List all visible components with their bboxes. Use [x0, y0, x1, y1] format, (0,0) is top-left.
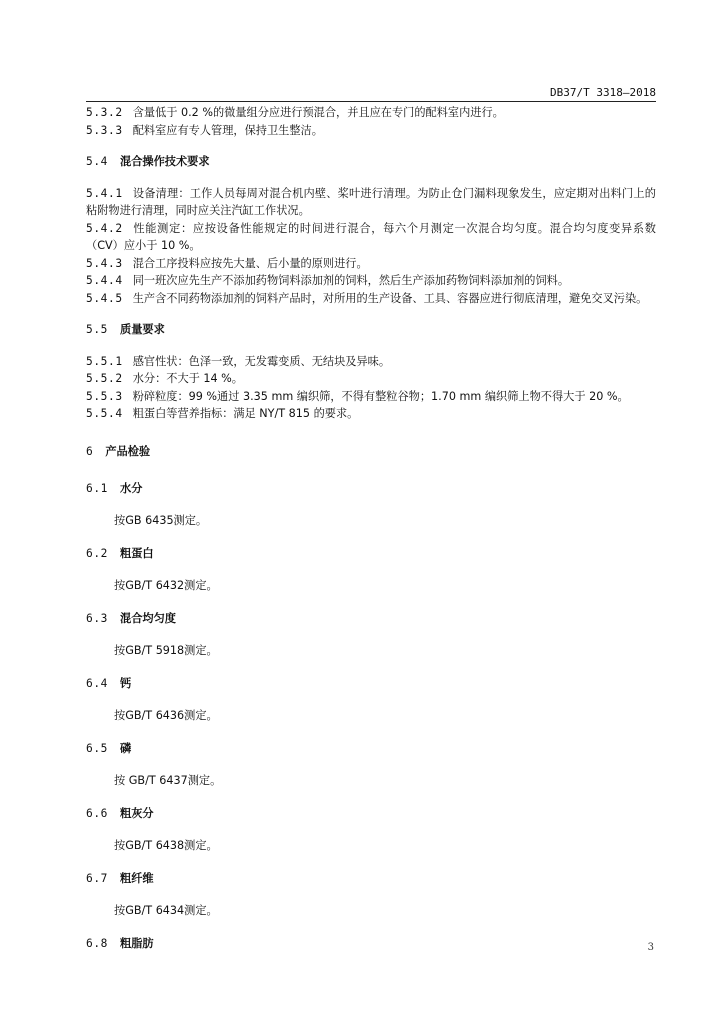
spacer — [86, 854, 656, 870]
heading-title: 粗脂肪 — [120, 937, 154, 950]
heading-title: 混合操作技术要求 — [120, 155, 210, 168]
spacer — [86, 888, 656, 902]
clause-number: 5.3.3 — [86, 123, 123, 137]
clause-number: 5.4.4 — [86, 274, 123, 287]
spacer — [86, 139, 656, 153]
heading-5-4 — [86, 153, 656, 171]
clause-5-4-5 — [86, 290, 656, 308]
clause-5-5-3 — [86, 388, 656, 406]
spacer — [86, 460, 656, 480]
heading-number: 6.1 — [86, 482, 109, 495]
clause-text: 同一班次应先生产不添加药物饲料添加剂的饲料，然后生产添加药物饲料添加剂的饲料。 — [132, 274, 570, 287]
clause-number: 5.5.2 — [86, 372, 123, 385]
clause-number: 5.3.2 — [86, 106, 123, 119]
spacer — [86, 339, 656, 353]
heading-6-1 — [86, 480, 656, 498]
clause-number: 5.4.2 — [86, 221, 123, 235]
clause-5-3-2 — [86, 104, 656, 122]
spacer — [86, 724, 656, 740]
heading-number: 6.4 — [86, 677, 109, 690]
spacer — [86, 758, 656, 772]
clause-text: 粉碎粒度：99 %通过 3.35 mm 编织筛，不得有整粒谷物；1.70 mm 编织筛上物不得大于 20 %。 — [132, 389, 629, 403]
page-number: 3 — [647, 942, 654, 953]
clause-number: 5.5.4 — [86, 407, 123, 420]
heading-number: 6.7 — [86, 872, 109, 885]
header-rule — [86, 101, 656, 102]
heading-title: 水分 — [120, 482, 143, 495]
clause-5-5-2 — [86, 370, 656, 388]
heading-title: 磷 — [120, 742, 132, 755]
clause-5-4-4 — [86, 272, 656, 290]
clause-text: 水分：不大于 14 %。 — [132, 372, 243, 385]
clause-5-4-2 — [86, 220, 656, 255]
clause-number: 5.4.5 — [86, 291, 123, 305]
heading-6-4 — [86, 675, 656, 693]
clause-number: 5.4.1 — [86, 186, 123, 200]
clause-text: 含量低于 0.2 %的微量组分应进行预混合，并且应在专门的配料室内进行。 — [132, 106, 504, 119]
spacer — [86, 789, 656, 805]
clause-number: 5.5.1 — [86, 354, 123, 368]
heading-number: 6.8 — [86, 937, 109, 950]
clause-5-5-1 — [86, 353, 656, 371]
method-text: 按 GB/T 6437测定。 — [114, 773, 222, 787]
heading-title: 粗纤维 — [120, 872, 154, 885]
spacer — [86, 919, 656, 935]
heading-6-7 — [86, 870, 656, 888]
clause-text: 配料室应有专人管理，保持卫生整洁。 — [132, 123, 323, 137]
page-content — [86, 104, 656, 953]
clause-text: 混合工序投料应按先大量、后小量的原则进行。 — [132, 256, 368, 270]
spacer — [86, 423, 656, 443]
clause-number: 5.5.3 — [86, 389, 123, 403]
heading-6-6 — [86, 805, 656, 823]
method-text: 按GB 6435测定。 — [114, 513, 208, 527]
heading-title: 粗灰分 — [120, 807, 154, 820]
clause-text: 感官性状：色泽一致，无发霉变质、无结块及异味。 — [132, 354, 391, 368]
spacer — [86, 498, 656, 512]
clause-text: 粗蛋白等营养指标：满足 NY/T 815 的要求。 — [132, 407, 359, 420]
clause-number: 5.4.3 — [86, 256, 123, 270]
spacer — [86, 171, 656, 185]
heading-6-8 — [86, 935, 656, 953]
clause-text: 设备清理：工作人员每周对混合机内壁、桨叶进行清理。为防止仓门漏料现象发生，应定期对出料门上的粘附物进行清理，同时应关注汽缸工作状况。 — [86, 186, 656, 217]
spacer — [86, 594, 656, 610]
clause-5-5-4 — [86, 405, 656, 423]
heading-title: 质量要求 — [120, 323, 165, 336]
clause-5-4-1 — [86, 185, 656, 220]
clause-text: 性能测定：应按设备性能规定的时间进行混合，每六个月测定一次混合均匀度。混合均匀度变异系数（CV）应小于 10 %。 — [86, 221, 656, 252]
heading-title: 钙 — [120, 677, 132, 690]
spacer — [86, 693, 656, 707]
clause-text: 生产含不同药物添加剂的饲料产品时，对所用的生产设备、工具、容器应进行彻底清理，避免交叉污染。 — [132, 291, 648, 305]
method-text: 按GB/T 6434测定。 — [114, 903, 218, 917]
heading-title: 混合均匀度 — [120, 612, 176, 625]
method-text: 按GB/T 6438测定。 — [114, 838, 218, 852]
spacer — [86, 307, 656, 321]
standard-code: DB37/T 3318—2018 — [550, 86, 656, 99]
heading-title: 粗蛋白 — [120, 547, 154, 560]
spacer — [86, 823, 656, 837]
method-text: 按GB/T 6436测定。 — [114, 708, 218, 722]
heading-title: 产品检验 — [105, 444, 151, 458]
heading-6-2 — [86, 545, 656, 563]
clause-5-3-3 — [86, 122, 656, 140]
method-text: 按GB/T 5918测定。 — [114, 643, 218, 657]
heading-number: 6.5 — [86, 742, 109, 755]
clause-5-4-3 — [86, 255, 656, 273]
heading-5-5 — [86, 321, 656, 339]
heading-number: 6 — [86, 444, 94, 458]
heading-number: 6.3 — [86, 612, 109, 625]
heading-number: 5.5 — [86, 323, 109, 336]
heading-number: 6.2 — [86, 547, 109, 560]
spacer — [86, 628, 656, 642]
heading-6 — [86, 443, 656, 461]
heading-6-5 — [86, 740, 656, 758]
heading-number: 6.6 — [86, 807, 109, 820]
heading-number: 5.4 — [86, 155, 109, 168]
heading-6-3 — [86, 610, 656, 628]
spacer — [86, 659, 656, 675]
spacer — [86, 529, 656, 545]
spacer — [86, 563, 656, 577]
method-text: 按GB/T 6432测定。 — [114, 578, 218, 592]
